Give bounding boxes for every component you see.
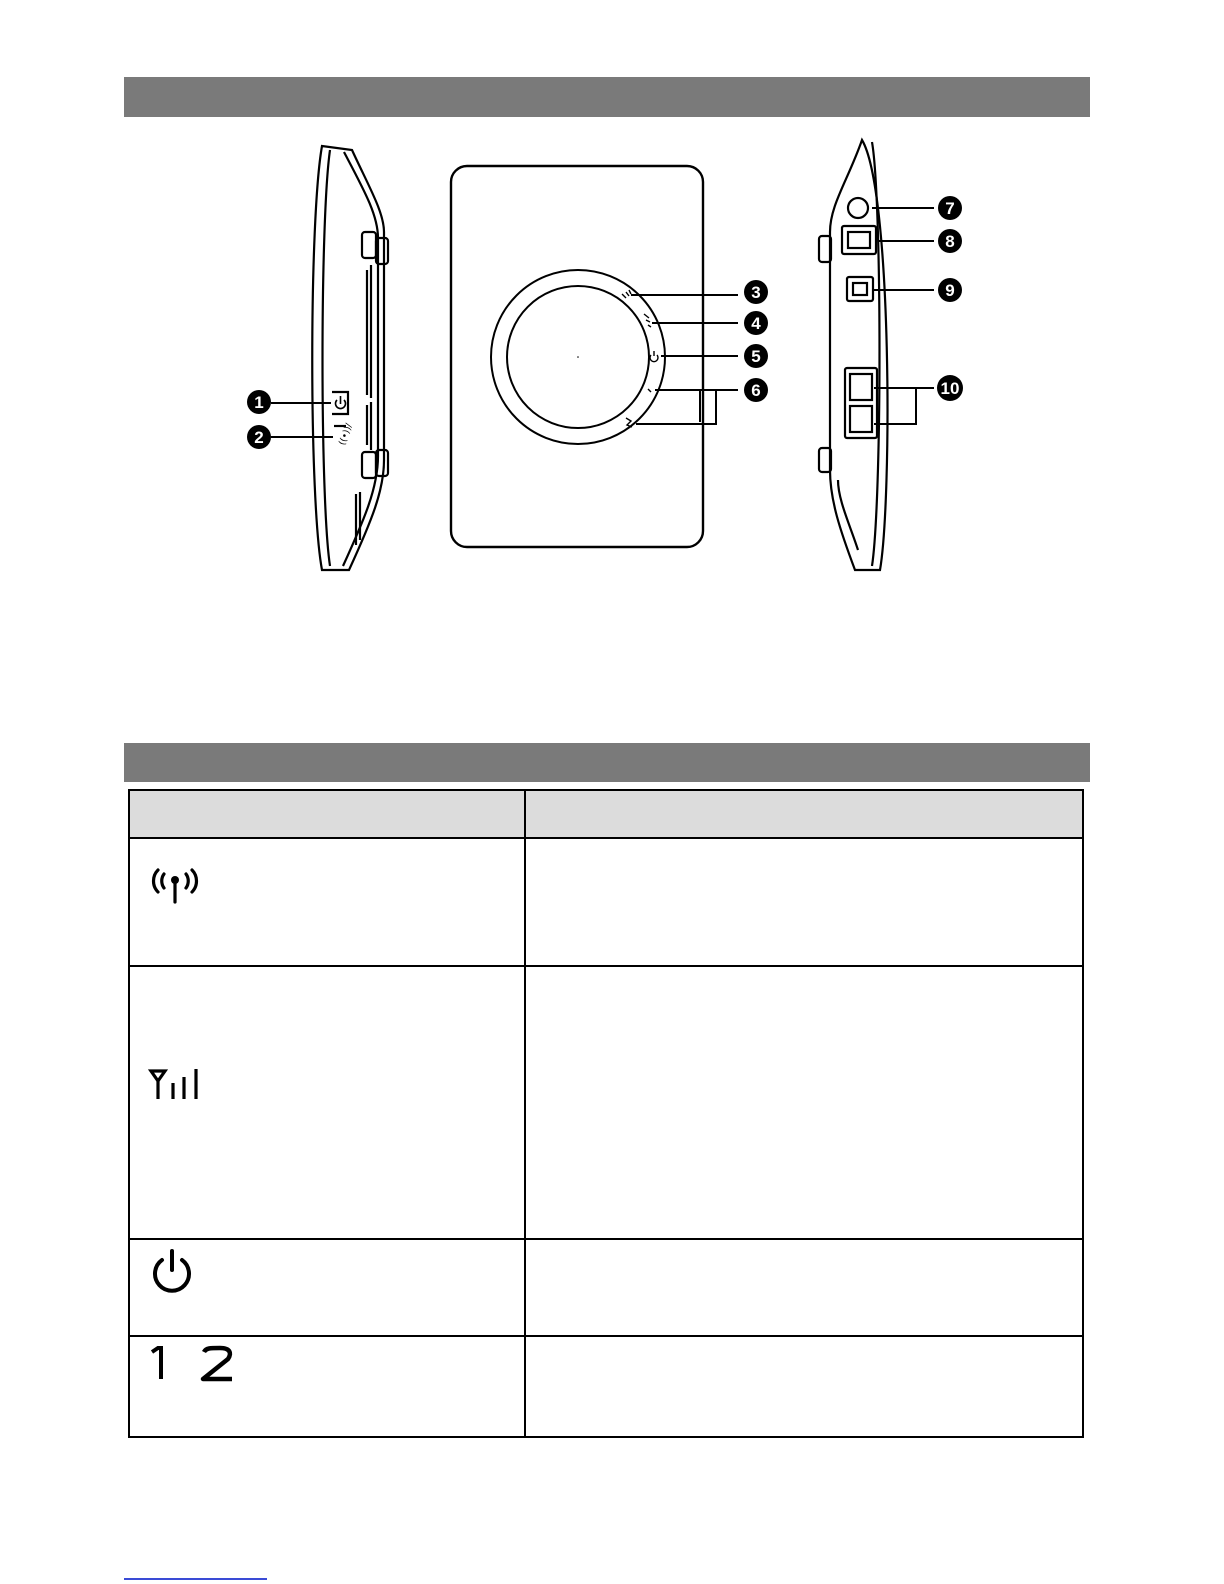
callout-4 [744,311,768,335]
svg-text:3: 3 [751,283,761,302]
callout-7 [938,196,962,220]
device-right-side-view [819,140,887,570]
svg-text:4: 4 [751,314,761,333]
table-header-description [525,790,1083,838]
lan-port-1-glyph [152,1348,161,1379]
callout-5 [744,344,768,368]
lan-ports-1-2-icon [148,1345,240,1385]
device-left-side-view [312,146,388,570]
callout-1 [247,390,271,414]
svg-text:9: 9 [945,281,955,300]
table-row [129,966,1083,1239]
description-cell [525,966,1083,1239]
wifi-antenna-icon [148,863,202,905]
table-header-row [129,790,1083,838]
callout-6 [744,378,768,402]
svg-text:6: 6 [751,381,761,400]
indicator-cell [129,1239,525,1336]
table-header-indicator [129,790,525,838]
signal-strength-icon [148,1067,204,1103]
power-icon [148,1248,196,1296]
indicator-cell [129,1336,525,1437]
svg-text:10: 10 [940,379,960,398]
description-cell [525,838,1083,966]
description-cell [525,1239,1083,1336]
device-diagram [0,0,1224,700]
indicator-cell [129,838,525,966]
table-row [129,1239,1083,1336]
indicator-cell [129,966,525,1239]
table-row [129,1336,1083,1437]
callout-8 [938,229,962,253]
svg-text:7: 7 [945,199,955,218]
svg-text:8: 8 [945,232,955,251]
side-wifi-glyph: ((•))/ [337,422,355,447]
section-header-bar-bottom [124,743,1090,782]
lan-port-2-glyph [203,1348,232,1379]
callout-2 [247,425,271,449]
table-row [129,838,1083,966]
description-cell [525,1336,1083,1437]
callout-3 [744,280,768,304]
callout-10 [937,375,963,401]
svg-text:5: 5 [751,347,761,366]
footnote-rule [124,1578,267,1580]
svg-text:2: 2 [254,428,264,447]
svg-text:1: 1 [254,393,264,412]
indicator-table [128,789,1084,1438]
callout-9 [938,278,962,302]
